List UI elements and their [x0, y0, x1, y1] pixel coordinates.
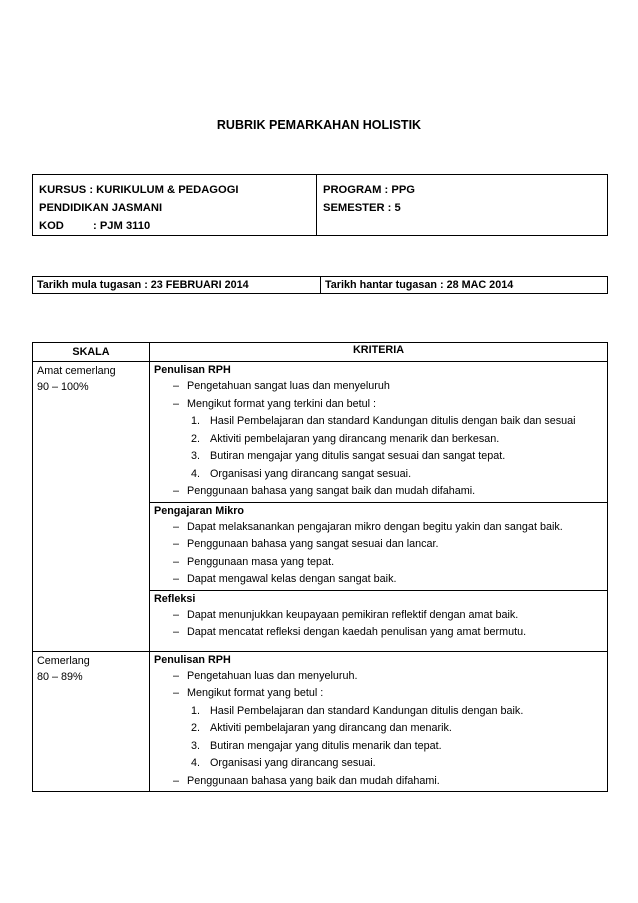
list-item: – Mengikut format yang betul : — [173, 687, 324, 699]
list-item: – Dapat melaksanankan pengajaran mikro dengan begitu yakin dan sangat baik. — [173, 520, 563, 533]
course-info-right — [317, 175, 607, 235]
list-item: – Pengetahuan sangat luas dan menyeluruh — [173, 380, 390, 392]
kursus-line: KURSUS : KURIKULUM & PEDAGOGI — [39, 184, 239, 196]
list-item: – Dapat menunjukkan keupayaan pemikiran reflektif dengan amat baik. — [173, 608, 519, 621]
kursus-line-2: PENDIDIKAN JASMANI — [39, 202, 163, 214]
section-title: Refleksi — [154, 592, 196, 605]
list-item: – Mengikut format yang terkini dan betul : — [173, 397, 377, 410]
skala-name: Amat cemerlang — [37, 365, 116, 377]
section-title: Pengajaran Mikro — [154, 504, 245, 517]
list-item: – Dapat mengawal kelas dengan sangat baik. — [173, 573, 397, 585]
numbered-item: 3. Butiran mengajar yang ditulis menarik dan tepat. — [191, 739, 442, 752]
tarikh-hantar: Tarikh hantar tugasan : 28 MAC 2014 — [325, 279, 514, 291]
course-info-left — [33, 175, 317, 235]
kod-label: KOD — [39, 220, 64, 232]
numbered-item: 2. Aktiviti pembelajaran yang dirancang dan menarik. — [191, 722, 452, 734]
kriteria-section — [150, 362, 608, 503]
course-info-box — [32, 174, 608, 236]
numbered-item: 1. Hasil Pembelajaran dan standard Kandungan ditulis dengan baik. — [191, 704, 524, 717]
kriteria-section — [150, 502, 608, 590]
rubric-table — [32, 342, 608, 792]
numbered-item: 2. Aktiviti pembelajaran yang dirancang menarik dan berkesan. — [191, 432, 500, 445]
document-title: RUBRIK PEMARKAHAN HOLISTIK — [216, 118, 422, 132]
header-kriteria: KRITERIA — [150, 343, 608, 362]
skala-range: 80 – 89% — [37, 670, 83, 683]
list-item: – Penggunaan bahasa yang sangat sesuai dan lancar. — [173, 538, 439, 550]
program-line: PROGRAM : PPG — [323, 184, 415, 196]
numbered-item: 3. Butiran mengajar yang ditulis sangat sesuai dan sangat tepat. — [191, 450, 506, 462]
tarikh-mula: Tarikh mula tugasan : 23 FEBRUARI 2014 — [33, 277, 321, 293]
numbered-item: 4. Organisasi yang dirancang sangat sesuai. — [191, 467, 412, 480]
list-item: – Penggunaan masa yang tepat. — [173, 555, 335, 568]
kriteria-section — [150, 590, 608, 651]
numbered-item: 4. Organisasi yang dirancang sesuai. — [191, 757, 376, 769]
table-row — [33, 362, 608, 503]
kod-line — [39, 217, 310, 235]
list-item: – Penggunaan bahasa yang sangat baik dan mudah difahami. — [173, 485, 476, 497]
semester-line: SEMESTER : 5 — [323, 202, 401, 214]
skala-range: 90 – 100% — [37, 381, 89, 393]
kod-value: : PJM 3110 — [93, 220, 151, 232]
table-row — [33, 651, 608, 792]
skala-cell — [33, 362, 150, 652]
rubric-header-row — [33, 343, 608, 362]
skala-name: Cemerlang — [37, 654, 90, 667]
list-item: – Dapat mencatat refleksi dengan kaedah penulisan yang amat bermutu. — [173, 626, 527, 638]
section-title: Penulisan RPH — [154, 364, 231, 376]
list-item: – Pengetahuan luas dan menyeluruh. — [173, 669, 358, 682]
numbered-item: 1. Hasil Pembelajaran dan standard Kandungan ditulis dengan baik dan sesuai — [191, 415, 576, 427]
kriteria-section — [150, 651, 608, 792]
skala-cell — [33, 651, 150, 792]
list-item: – Penggunaan bahasa yang baik dan mudah difahami. — [173, 774, 440, 787]
dates-box — [32, 276, 608, 294]
section-title: Penulisan RPH — [154, 653, 231, 666]
header-skala: SKALA — [33, 343, 150, 362]
